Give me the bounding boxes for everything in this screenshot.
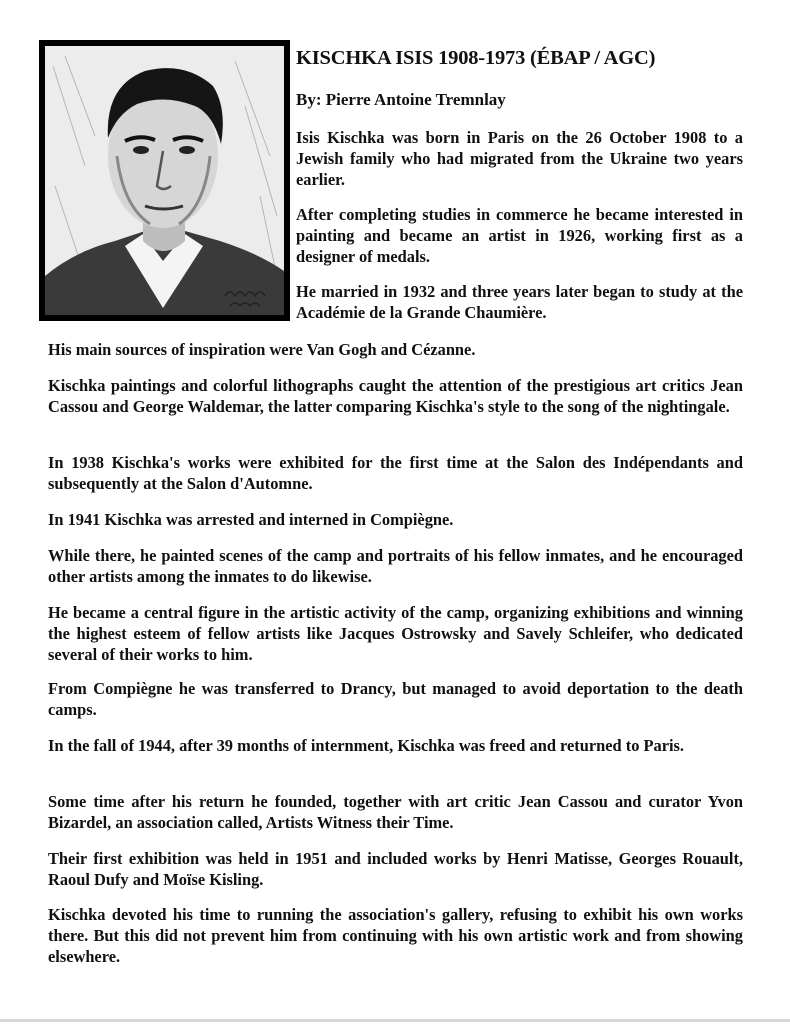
portrait-painting	[39, 40, 290, 321]
paragraph-4: His main sources of inspiration were Van Gogh and Cézanne.	[48, 340, 476, 359]
paragraph-10: From Compiègne he was transferred to Drancy, but managed to avoid deportation to the death camps.	[48, 679, 743, 719]
paragraph-6: In 1938 Kischka's works were exhibited for the first time at the Salon des Indépendants and subsequently at the Salon d'Automne.	[48, 453, 743, 493]
paragraph-13: Their first exhibition was held in 1951 and included works by Henri Matisse, Georges Rouault, Raoul Dufy and Moïse Kisling.	[48, 849, 743, 889]
page-bottom-rule	[0, 1019, 790, 1022]
paragraph-3: He married in 1932 and three years later began to study at the Académie de la Grande Chaumière.	[296, 282, 743, 322]
paragraph-11: In the fall of 1944, after 39 months of internment, Kischka was freed and returned to Paris.	[48, 736, 685, 755]
paragraph-12: Some time after his return he founded, together with art critic Jean Cassou and curator Yvon Bizardel, an association called, Artists Witness their Time.	[48, 792, 743, 832]
paragraph-2: After completing studies in commerce he became interested in painting and became an artist in 1926, working first as a designer of medals.	[296, 205, 743, 266]
paragraph-1: Isis Kischka was born in Paris on the 26 October 1908 to a Jewish family who had migrated from the Ukraine two years earlier.	[296, 128, 743, 189]
portrait-figure	[45, 46, 284, 315]
article-title: KISCHKA ISIS 1908-1973 (ÉBAP / AGC)	[296, 47, 656, 69]
paragraph-7: In 1941 Kischka was arrested and interned in Compiègne.	[48, 510, 454, 529]
article-byline: By: Pierre Antoine Tremnlay	[296, 90, 506, 109]
paragraph-9: He became a central figure in the artistic activity of the camp, organizing exhibitions and winning the highest esteem of fellow artists like Jacques Ostrowsky and Savely Schleifer, who dedicated several of their works to him.	[48, 603, 743, 664]
paragraph-8: While there, he painted scenes of the camp and portraits of his fellow inmates, and he encouraged other artists among the inmates to do likewise.	[48, 546, 743, 586]
paragraph-14: Kischka devoted his time to running the association's gallery, refusing to exhibit his own works there. But this did not prevent him from continuing with his own artistic work and from showing elsewhere.	[48, 905, 743, 966]
paragraph-5: Kischka paintings and colorful lithographs caught the attention of the prestigious art critics Jean Cassou and George Waldemar, the latter comparing Kischka's style to the song of the nightingale.	[48, 376, 743, 416]
